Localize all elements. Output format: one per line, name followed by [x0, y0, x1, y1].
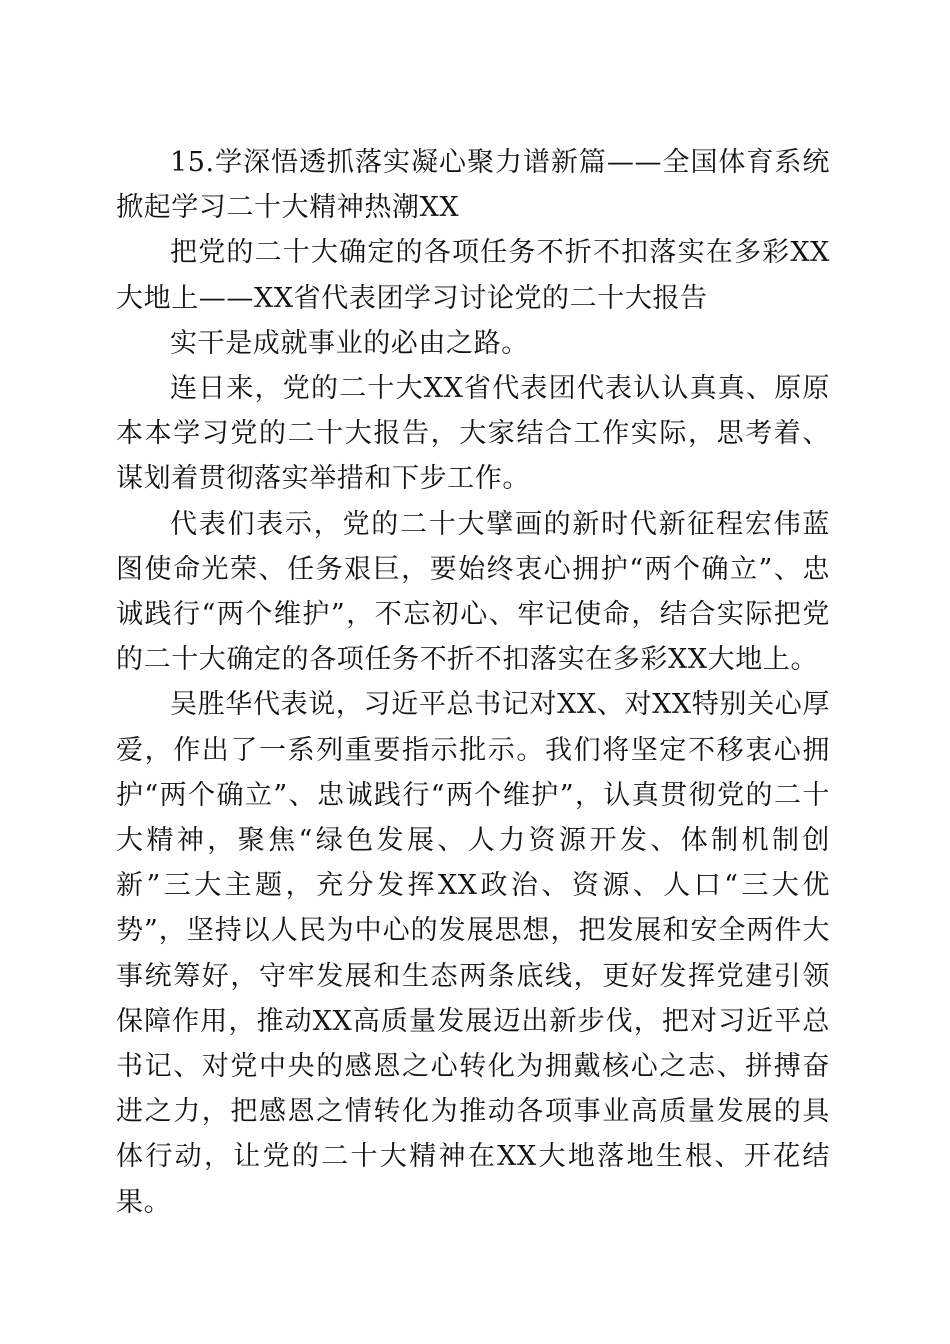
document-body — [116, 140, 830, 1225]
body-paragraph: 吴胜华代表说，习近平总书记对XX、对XX特别关心厚爱，作出了一系列重要指示批示。我们将坚定不移衷心拥护“两个确立”、忠诚践行“两个维护”，认真贯彻党的二十大精神，聚焦“绿色发展、人力资源开发、体制机制创新”三大主题，充分发挥XX政治、资源、人口“三大优势”，坚持以人民为中心的发展思想，把发展和安全两件大事统筹好，守牢发展和生态两条底线，更好发挥党建引领保障作用，推动XX高质量发展迈出新步伐，把对习近平总书记、对党中央的感恩之心转化为拥戴核心之志、拼搏奋进之力，把感恩之情转化为推动各项事业高质量发展的具体行动，让党的二十大精神在XX大地落地生根、开花结果。 — [116, 689, 830, 1218]
document-heading-paragraph: 15.学深悟透抓落实凝心聚力谱新篇——全国体育系统掀起学习二十大精神热潮XX — [116, 147, 830, 224]
body-paragraph: 实干是成就事业的必由之路。 — [170, 327, 529, 359]
body-paragraph: 代表们表示，党的二十大擘画的新时代新征程宏伟蓝图使命光荣、任务艰巨，要始终衷心拥护“两个确立”、忠诚践行“两个维护”，不忘初心、牢记使命，结合实际把党的二十大确定的各项任务不折不扣落实在多彩XX大地上。 — [116, 508, 830, 676]
document-subheading-paragraph: 把党的二十大确定的各项任务不折不扣落实在多彩XX大地上——XX省代表团学习讨论党的二十大报告 — [116, 237, 830, 314]
body-paragraph: 连日来，党的二十大XX省代表团代表认认真真、原原本本学习党的二十大报告，大家结合工作实际，思考着、谋划着贯彻落实举措和下步工作。 — [116, 373, 830, 495]
